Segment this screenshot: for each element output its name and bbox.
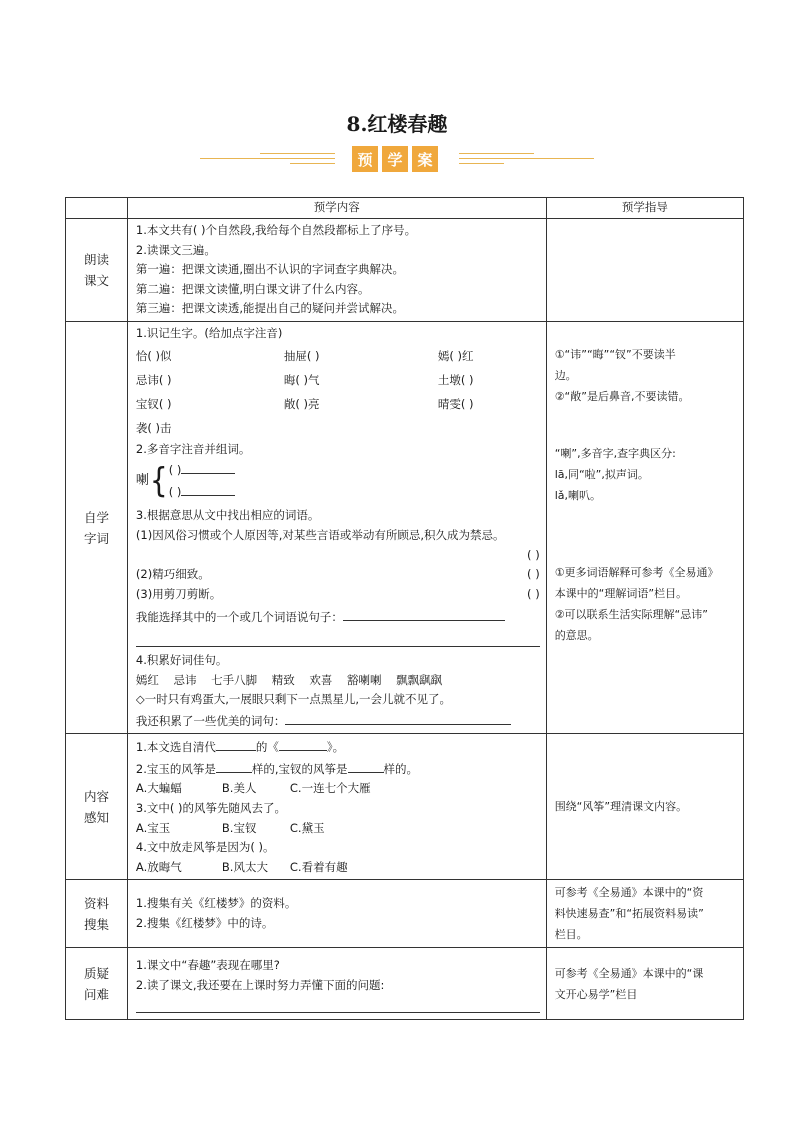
content-cell — [127, 219, 546, 322]
category-cell: 自学 字词 — [66, 321, 128, 733]
answer-line[interactable] — [343, 606, 505, 621]
category-cell: 朗读 课文 — [66, 219, 128, 322]
page-title: 8.红楼春趣 — [346, 112, 448, 136]
content-cell — [127, 321, 546, 733]
banner-left-lines — [200, 150, 335, 168]
guide-cell — [546, 219, 743, 322]
content-cell: 1.本文选自清代 的《 》。 2.宝玉的风筝是 样的,宝钗的风筝是 样的。 A.大蝙蝠 B.美人 C.一连七个大雁 3.文中( )的风筝先随风去了。 A.宝玉 B.宝钗 C.黛玉 4.文中放走风筝是因为( )。 A.放晦气 B.风太大 C.看着有趣 — [127, 734, 546, 880]
q3-item: (3)用剪刀剪断。 — [135, 586, 222, 601]
answer-line[interactable] — [285, 710, 511, 725]
q3-item: (1)因风俗习惯或个人原因等,对某些言语或举动有所顾忌,积久成为禁忌。 — [135, 527, 505, 542]
section-vocabulary — [66, 321, 744, 733]
header-guide: 预学指导 — [546, 198, 743, 219]
question-line: 1.识记生字。(给加点字注音) — [135, 325, 283, 340]
section-questions — [66, 948, 744, 1020]
section-reading — [66, 219, 744, 322]
banner-char: 学 — [382, 146, 408, 172]
section-comprehension — [66, 734, 744, 880]
banner-right-lines — [459, 150, 594, 168]
content-line: 第三遍：把课文读透,能提出自己的疑问并尝试解决。 — [135, 301, 405, 316]
good-sentence: ◇一时只有鸡蛋大,一展眼只剩下一点黑星儿,一会儿就不见了。 — [135, 692, 452, 707]
header-content: 预学内容 — [127, 198, 546, 219]
table-header-row — [66, 198, 744, 219]
guide-cell: 可参考《全易通》本课中的“资 料快速易查”和“拓展资料易读” 栏目。 — [546, 880, 743, 948]
accumulate-prompt: 我还积累了一些优美的词句： — [135, 713, 286, 728]
question-line: 2.多音字注音并组词。 — [135, 441, 251, 456]
banner-char: 案 — [412, 146, 438, 172]
brace-icon: { — [149, 460, 168, 500]
options-row: A.宝玉 B.宝钗 C.黛玉 — [135, 820, 325, 835]
char-row: 袭( )击 — [135, 420, 172, 435]
category-cell: 内容 感知 — [66, 734, 128, 880]
content-line: 第二遍：把课文读懂,明白课文讲了什么内容。 — [135, 281, 370, 296]
banner-label — [352, 146, 444, 172]
guide-cell: ①“讳”“晦”“钗”不要读半 边。 ②“敞”是后鼻音,不要读错。 “喇”,多音字,查字典区分: lā,同“啦”,拟声词。 lǎ,喇叭。 ①更多词语解释可参考《全易通》 本课中的“理解词语”栏目。 ②可以联系生活实际理解“忌讳” 的意思。 — [546, 321, 743, 733]
answer-paren: ( ) — [527, 586, 540, 601]
answer-line[interactable] — [136, 632, 540, 647]
char-row: 忌讳( ) 晦( )气 土墩( ) — [135, 372, 474, 387]
content-line: 第一遍：把课文读通,圈出不认识的字词查字典解决。 — [135, 262, 405, 277]
section-materials — [66, 880, 744, 948]
good-words: 嫣红 忌讳 七手八脚 精致 欢喜 豁喇喇 飘飘飖飖 — [135, 672, 443, 687]
polyphone-char: 喇 — [135, 472, 149, 488]
options-row: A.放晦气 B.风太大 C.看着有趣 — [135, 859, 348, 874]
question-line: 3.根据意思从文中找出相应的词语。 — [135, 508, 320, 523]
guide-cell: 可参考《全易通》本课中的“课 文开心易学”栏目 — [546, 948, 743, 1020]
content-line: 1.本文共有( )个自然段,我给每个自然段都标上了序号。 — [135, 223, 417, 237]
answer-paren: ( ) — [527, 567, 540, 582]
polyphone-block: 喇 { ( ) ( ) — [136, 459, 540, 502]
banner-char: 预 — [352, 146, 378, 172]
question-line: 4.积累好词佳句。 — [135, 652, 228, 667]
guide-cell: 围绕“风筝”理清课文内容。 — [546, 734, 743, 880]
q3-item: (2)精巧细致。 — [135, 567, 210, 582]
char-row: 宝钗( ) 敞( )亮 晴雯( ) — [135, 396, 474, 411]
preview-banner — [200, 144, 594, 174]
char-row: 恰( )似 抽屉( ) 嫣( )红 — [135, 348, 474, 363]
content-line: 2.读课文三遍。 — [135, 242, 216, 257]
sentence-prompt: 我能选择其中的一个或几个词语说句子： — [135, 610, 343, 625]
content-cell: 1.课文中“春趣”表现在哪里? 2.读了课文,我还要在上课时努力弄懂下面的问题: — [127, 948, 546, 1020]
answer-line[interactable] — [136, 998, 540, 1013]
content-cell: 1.搜集有关《红楼梦》的资料。 2.搜集《红楼梦》中的诗。 — [127, 880, 546, 948]
header-empty — [66, 198, 128, 219]
answer-paren: ( ) — [527, 547, 540, 562]
options-row: A.大蝙蝠 B.美人 C.一连七个大雁 — [135, 781, 371, 796]
category-cell: 资料 搜集 — [66, 880, 128, 948]
category-cell: 质疑 问难 — [66, 948, 128, 1020]
preview-table — [65, 197, 744, 1020]
